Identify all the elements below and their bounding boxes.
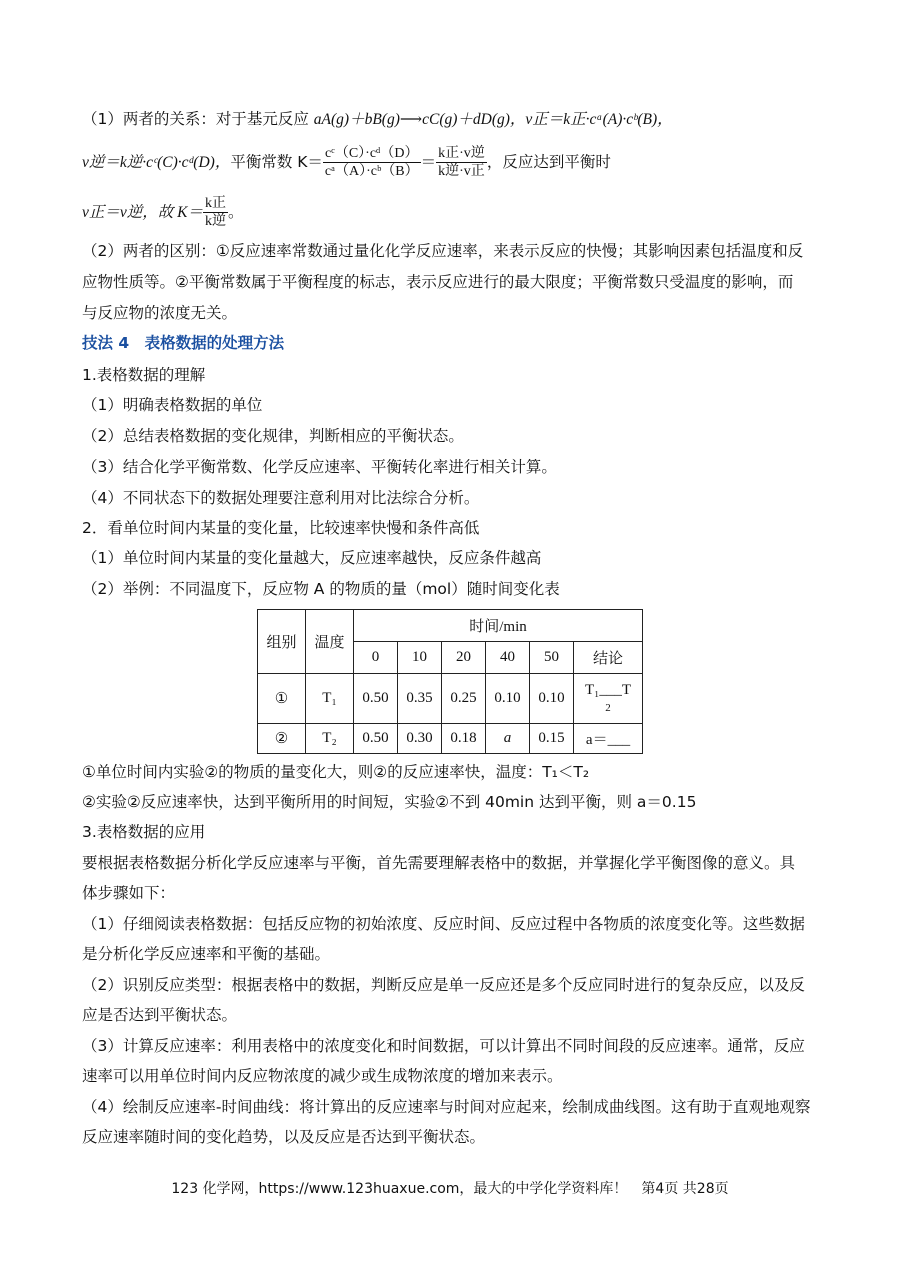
section-1-item-3: （3）结合化学平衡常数、化学反应速率、平衡转化率进行相关计算。 xyxy=(82,458,557,476)
difference-line-3: 与反应物的浓度无关。 xyxy=(82,304,238,322)
section-1-item-1: （1）明确表格数据的单位 xyxy=(82,396,263,414)
conclusion-text: T₁___T xyxy=(584,681,632,698)
section-1-item-2: （2）总结表格数据的变化规律，判断相应的平衡状态。 xyxy=(82,427,464,445)
table-row xyxy=(258,674,643,724)
fraction-denominator: cᵃ（A）·cᵇ（B） xyxy=(324,164,419,179)
row-1-value: 0.25 xyxy=(442,674,486,724)
equals-sign: ＝ xyxy=(420,153,437,171)
k-ratio-fraction xyxy=(203,195,228,230)
row-2-value: a xyxy=(486,724,530,754)
table-row xyxy=(258,724,643,754)
time-10: 10 xyxy=(398,642,442,674)
fraction-numerator: cᶜ（C）·cᵈ（D） xyxy=(323,145,421,163)
section-3-intro-1: 要根据表格数据分析化学反应速率与平衡，首先需要理解表格中的数据，并掌握化学平衡图像的意义。具 xyxy=(82,854,796,872)
section-3-item-1b: 是分析化学反应速率和平衡的基础。 xyxy=(82,945,331,963)
section-3-item-4b: 反应速率随时间的变化趋势，以及反应是否达到平衡状态。 xyxy=(82,1128,486,1146)
row-2-group: ② xyxy=(258,724,306,754)
row-2-conclusion: a＝___ xyxy=(574,724,643,754)
section-3-intro-2: 体步骤如下： xyxy=(82,884,176,902)
relation-line-3 xyxy=(82,194,244,231)
reverse-rate-expression: v逆＝k逆·cᶜ(C)·cᵈ(D)， xyxy=(82,154,231,171)
header-time: 时间/min xyxy=(354,610,643,642)
section-heading: 技法 4 表格数据的处理方法 xyxy=(82,334,285,352)
fraction-denominator: k逆 xyxy=(204,214,226,229)
time-0: 0 xyxy=(354,642,398,674)
relation-intro: （1）两者的关系：对于基元反应 xyxy=(82,110,314,128)
reaction-equation: aA(g)＋bB(g)⟶cC(g)＋dD(g)， xyxy=(313,111,526,128)
table-header-row xyxy=(258,610,643,642)
note-1: ①单位时间内实验②的物质的量变化大，则②的反应速率快，温度：T₁＜T₂ xyxy=(82,763,590,781)
section-1-item-4: （4）不同状态下的数据处理要注意利用对比法综合分析。 xyxy=(82,489,480,507)
row-2-temperature: T₂ xyxy=(306,724,354,754)
fraction-denominator: k逆·v正 xyxy=(438,164,485,179)
fraction-numerator: k正 xyxy=(204,196,226,211)
header-conclusion: 结论 xyxy=(574,642,643,674)
equilibrium-constant-fraction xyxy=(323,145,421,180)
section-1-title: 1.表格数据的理解 xyxy=(82,366,206,384)
row-2-value: 0.30 xyxy=(398,724,442,754)
header-temperature: 温度 xyxy=(306,610,354,674)
section-3-item-2a: （2）识别反应类型：根据表格中的数据，判断反应是单一反应还是多个反应同时进行的复杂反应，以及反 xyxy=(82,976,805,994)
conclusion-subscript: 2 xyxy=(605,701,611,714)
row-1-value: 0.35 xyxy=(398,674,442,724)
section-3-item-2b: 应是否达到平衡状态。 xyxy=(82,1006,238,1024)
row-2-value: 0.15 xyxy=(530,724,574,754)
fraction-numerator: k正·v逆 xyxy=(438,146,485,161)
time-40: 40 xyxy=(486,642,530,674)
equilibrium-constant-label: 平衡常数 K＝ xyxy=(230,153,323,171)
row-1-conclusion xyxy=(574,674,643,724)
row-2-value: 0.50 xyxy=(354,724,398,754)
page-footer: 123 化学网，https://www.123huaxue.com，最大的中学化学资料库！ 第4页 共28页 xyxy=(171,1181,729,1197)
forward-rate-expression: v正＝k正·cᵃ(A)·cᵇ(B)， xyxy=(525,111,673,128)
rate-constant-ratio-fraction xyxy=(436,145,487,180)
header-group: 组别 xyxy=(258,610,306,674)
row-1-temperature: T₁ xyxy=(306,674,354,724)
section-3-item-3b: 速率可以用单位时间内反应物浓度的减少或生成物浓度的增加来表示。 xyxy=(82,1067,563,1085)
equilibrium-condition-text: ，反应达到平衡时 xyxy=(486,153,611,171)
row-2-value: 0.18 xyxy=(442,724,486,754)
relation-line-1 xyxy=(82,108,673,131)
time-20: 20 xyxy=(442,642,486,674)
equal-rates-text: v正＝v逆，故 K＝ xyxy=(82,204,203,221)
row-1-value: 0.10 xyxy=(530,674,574,724)
section-2-item-2: （2）举例：不同温度下，反应物 A 的物质的量（mol）随时间变化表 xyxy=(82,580,560,598)
time-50: 50 xyxy=(530,642,574,674)
note-2: ②实验②反应速率快，达到平衡所用的时间短，实验②不到 40min 达到平衡，则 a＝0.15 xyxy=(82,793,697,811)
difference-line-1: （2）两者的区别：①反应速率常数通过量化化学反应速率，来表示反应的快慢；其影响因素包括温度和反 xyxy=(82,242,804,260)
data-table xyxy=(257,609,643,754)
row-1-value: 0.10 xyxy=(486,674,530,724)
section-3-item-4a: （4）绘制反应速率-时间曲线：将计算出的反应速率与时间对应起来，绘制成曲线图。这有助于直观地观察 xyxy=(82,1098,811,1116)
row-1-group: ① xyxy=(258,674,306,724)
row-1-value: 0.50 xyxy=(354,674,398,724)
section-2-title: 2．看单位时间内某量的变化量，比较速率快慢和条件高低 xyxy=(82,519,480,537)
section-2-item-1: （1）单位时间内某量的变化量越大，反应速率越快，反应条件越高 xyxy=(82,549,542,567)
section-3-title: 3.表格数据的应用 xyxy=(82,823,206,841)
section-3-item-3a: （3）计算反应速率：利用表格中的浓度变化和时间数据，可以计算出不同时间段的反应速率。通常，反应 xyxy=(82,1037,805,1055)
section-3-item-1a: （1）仔细阅读表格数据：包括反应物的初始浓度、反应时间、反应过程中各物质的浓度变化等。这些数据 xyxy=(82,915,805,933)
difference-line-2: 应物性质等。②平衡常数属于平衡程度的标志，表示反应进行的最大限度；平衡常数只受温度的影响，而 xyxy=(82,273,794,291)
period: 。 xyxy=(227,203,244,221)
relation-line-2 xyxy=(82,144,611,181)
